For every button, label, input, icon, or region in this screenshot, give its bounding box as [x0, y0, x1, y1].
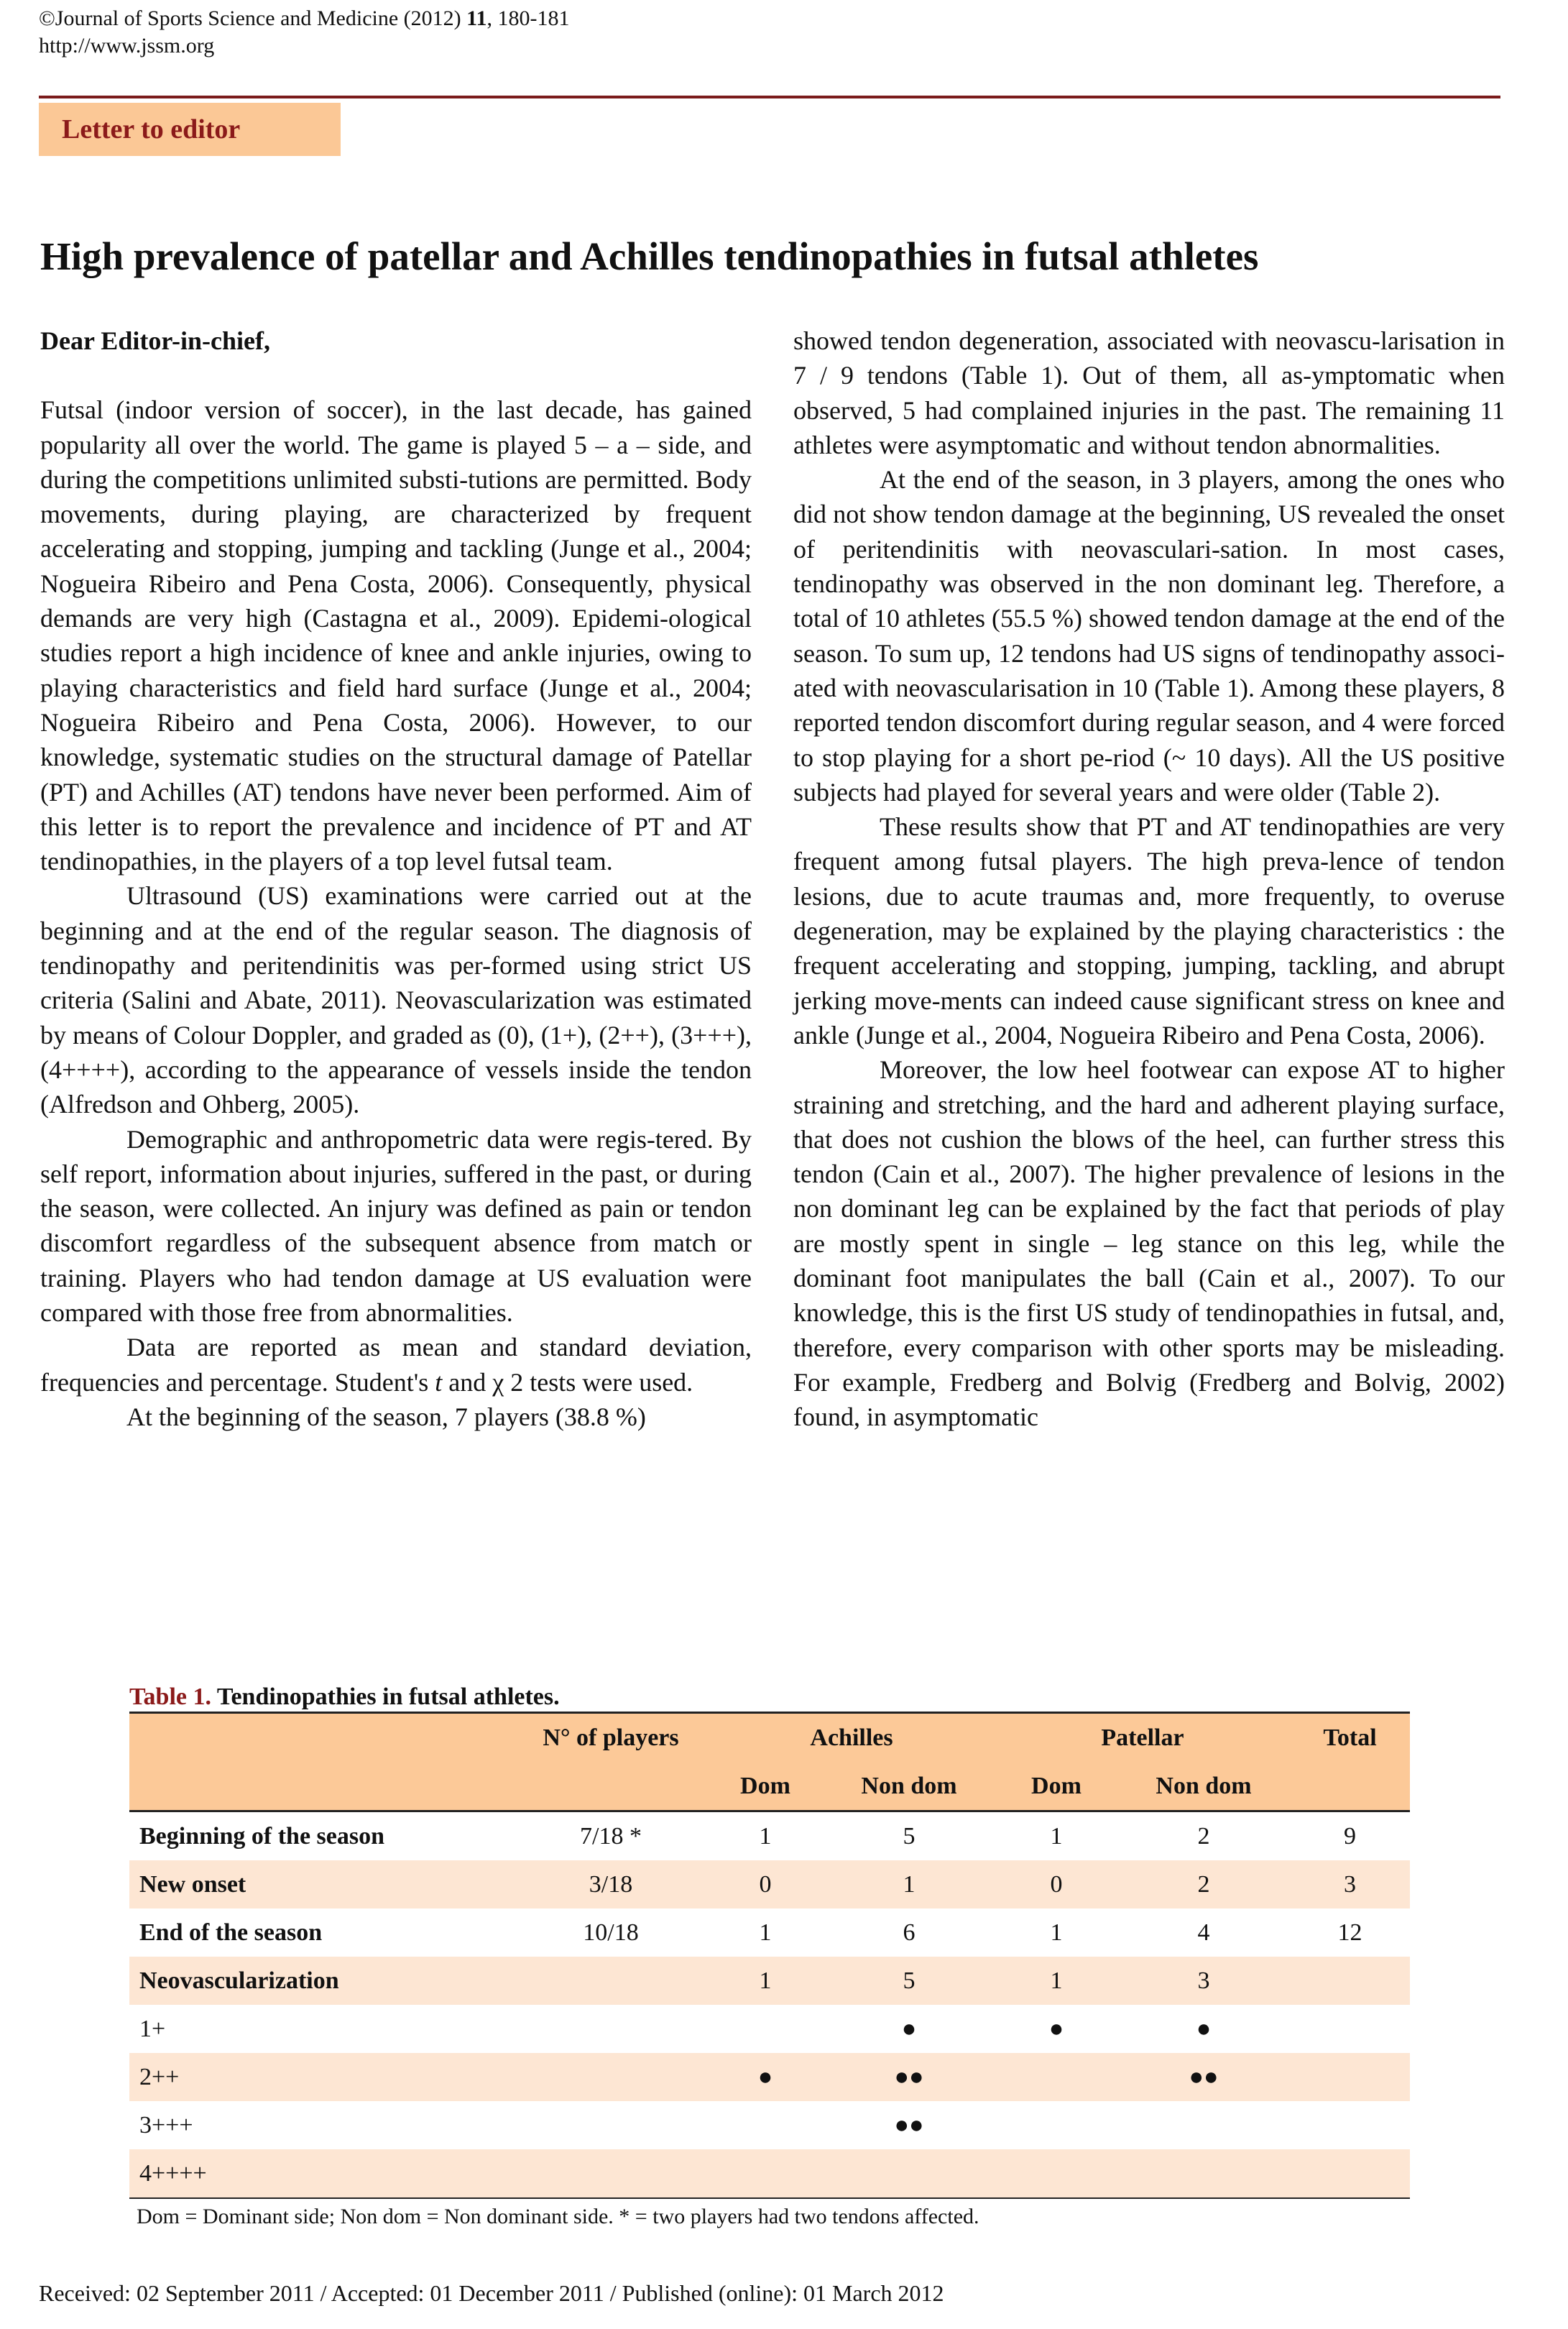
table-row: New onset 3/18 0 1 0 2 3: [129, 1860, 1410, 1908]
header-achilles-dom: Dom: [708, 1762, 823, 1811]
table-row: 1+ ● ● ●: [139, 2015, 1212, 2042]
right-column: [793, 323, 1505, 1435]
header-patellar: Patellar: [995, 1713, 1290, 1763]
table-header-row: [129, 1713, 1410, 1763]
header-achilles-nondom: Non dom: [823, 1762, 995, 1811]
stats-paragraph: Data are reported as mean and standard deviation, frequencies and percentage. Student's t and χ 2 tests were used.: [40, 1333, 752, 1397]
header-achilles: Achilles: [708, 1713, 995, 1763]
table-row: Neovascularization 1 5 1 3: [129, 1957, 1410, 2005]
table-row: 2++ ● ●● ●●: [129, 2053, 1410, 2101]
chi-symbol: χ: [492, 1367, 504, 1397]
salutation: Dear Editor-in-chief,: [40, 326, 270, 355]
journal-volume: 11: [466, 6, 487, 30]
table-caption: [129, 1682, 560, 1712]
journal-pages: , 180-181: [486, 6, 570, 30]
table-subheader-row: [129, 1762, 1410, 1811]
journal-url[interactable]: http://www.jssm.org: [39, 34, 215, 58]
header-divider: [39, 96, 1500, 98]
paragraph: At the end of the season, in 3 players, among the ones who did not show tendon damage at the beginning, US revealed the onset of peritendinitis with neovasculari-sation. In most cases, tendinopathy was observed in the non dominant leg. Therefore, a total of 10 athletes (55.5 %) showed tendon damage at the end of the season. To sum up, 12 tendons had US signs of tendinopathy associ-ated with neovascularisation in 10 (Table 1). Among these players, 8 reported tendon discomfort during regular season, and 4 were forced to stop playing for a short pe-riod (~ 10 days). All the US positive subjects had played for several years and were older (Table 2).: [793, 465, 1505, 807]
table-caption-text: Tendinopathies in futsal athletes.: [211, 1683, 560, 1710]
table-row: 4++++: [129, 2149, 1410, 2198]
table-row: Beginning of the season 7/18 * 1 5 1 2 9: [139, 1822, 1356, 1850]
t-symbol: t: [435, 1367, 443, 1397]
paragraph: These results show that PT and AT tendinopathies are very frequent among futsal players. The high preva-lence of tendon lesions, due to acute traumas and, more frequently, to overuse degeneration, may be explained by the playing characteristics : the frequent accelerating and stopping, jumping, tackling, and abrupt jerking move-ments can indeed cause significant stress on knee and ankle (Junge et al., 2004, Nogueira Ribeiro and Pena Costa, 2006).: [793, 812, 1505, 1049]
left-column: [40, 323, 752, 1434]
paragraph: Ultrasound (US) examinations were carried out at the beginning and at the end of the regular season. The diagnosis of tendinopathy and peritendinitis was per-formed using strict US criteria (Salini and Abate, 2011). Neovascularization was estimated by means of Colour Doppler, and graded as (0), (1+), (2++), (3+++), (4++++), according to the appearance of vessels inside the tendon (Alfredson and Ohberg, 2005).: [40, 881, 752, 1119]
article-title: High prevalence of patellar and Achilles tendinopathies in futsal athletes: [40, 234, 1259, 278]
header-patellar-nondom: Non dom: [1117, 1762, 1290, 1811]
tendinopathy-table: [129, 1712, 1410, 2199]
journal-citation: [39, 6, 570, 32]
paragraph: At the beginning of the season, 7 players (38.8 %): [126, 1402, 646, 1431]
header-patellar-dom: Dom: [995, 1762, 1117, 1811]
paragraph: showed tendon degeneration, associated with neovascu-larisation in 7 / 9 tendons (Table 1). Out of them, all as-ymptomatic when observed, 5 had complained injuries in the past. The remaining 11 athletes were asymptomatic and without tendon abnormalities.: [793, 326, 1505, 459]
journal-prefix: ©Journal of Sports Science and Medicine (2012): [39, 6, 467, 30]
section-label: Letter to editor: [39, 103, 341, 156]
received-dates: Received: 02 September 2011 / Accepted: 01 December 2011 / Published (online): 01 March 2012: [39, 2280, 944, 2306]
paragraph: Futsal (indoor version of soccer), in the last decade, has gained popularity all over the world. The game is played 5 – a – side, and during the competitions unlimited substi-tutions are permitted. Body movements, during playing, are characterized by frequent accelerating and stopping, jumping and tackling (Junge et al., 2004; Nogueira Ribeiro and Pena Costa, 2006). Consequently, physical demands are very high (Castagna et al., 2009). Epidemi-ological studies report a high incidence of knee and ankle injuries, owing to playing characteristics and field hard surface (Junge et al., 2004; Nogueira Ribeiro and Pena Costa, 2006). However, to our knowledge, systematic studies on the structural damage of Patellar (PT) and Achilles (AT) tendons have never been performed. Aim of this letter is to report the prevalence and incidence of PT and AT tendinopathies, in the players of a top level futsal team.: [40, 395, 752, 876]
table-footnote: Dom = Dominant side; Non dom = Non dominant side. * = two players had two tendons affected.: [137, 2205, 979, 2228]
header-players: N° of players: [514, 1713, 708, 1763]
table-caption-label: Table 1.: [129, 1683, 212, 1710]
paragraph: Demographic and anthropometric data were regis-tered. By self report, information about injuries, suffered in the past, or during the season, were collected. An injury was defined as pain or tendon discomfort regardless of the subsequent absence from match or training. Players who had tendon damage at US evaluation were compared with those free from abnormalities.: [40, 1124, 752, 1328]
header-total: Total: [1290, 1713, 1410, 1763]
paragraph: Moreover, the low heel footwear can expose AT to higher straining and stretching, and the hard and adherent playing surface, that does not cushion the blows of the heel, can further stress this tendon (Cain et al., 2007). The higher prevalence of lesions in the non dominant leg can be explained by the fact that periods of play are mostly spent in single – leg stance on this leg, while the dominant foot manipulates the ball (Cain et al., 2007). To our knowledge, this is the first US study of tendinopathies in futsal, and, therefore, every comparison with other sports may be misleading. For example, Fredberg and Bolvig (Fredberg and Bolvig, 2002) found, in asymptomatic: [793, 1055, 1505, 1432]
table-row: End of the season 10/18 1 6 1 4 12: [139, 1919, 1362, 1946]
table-row: 3+++ ●●: [139, 2111, 924, 2139]
